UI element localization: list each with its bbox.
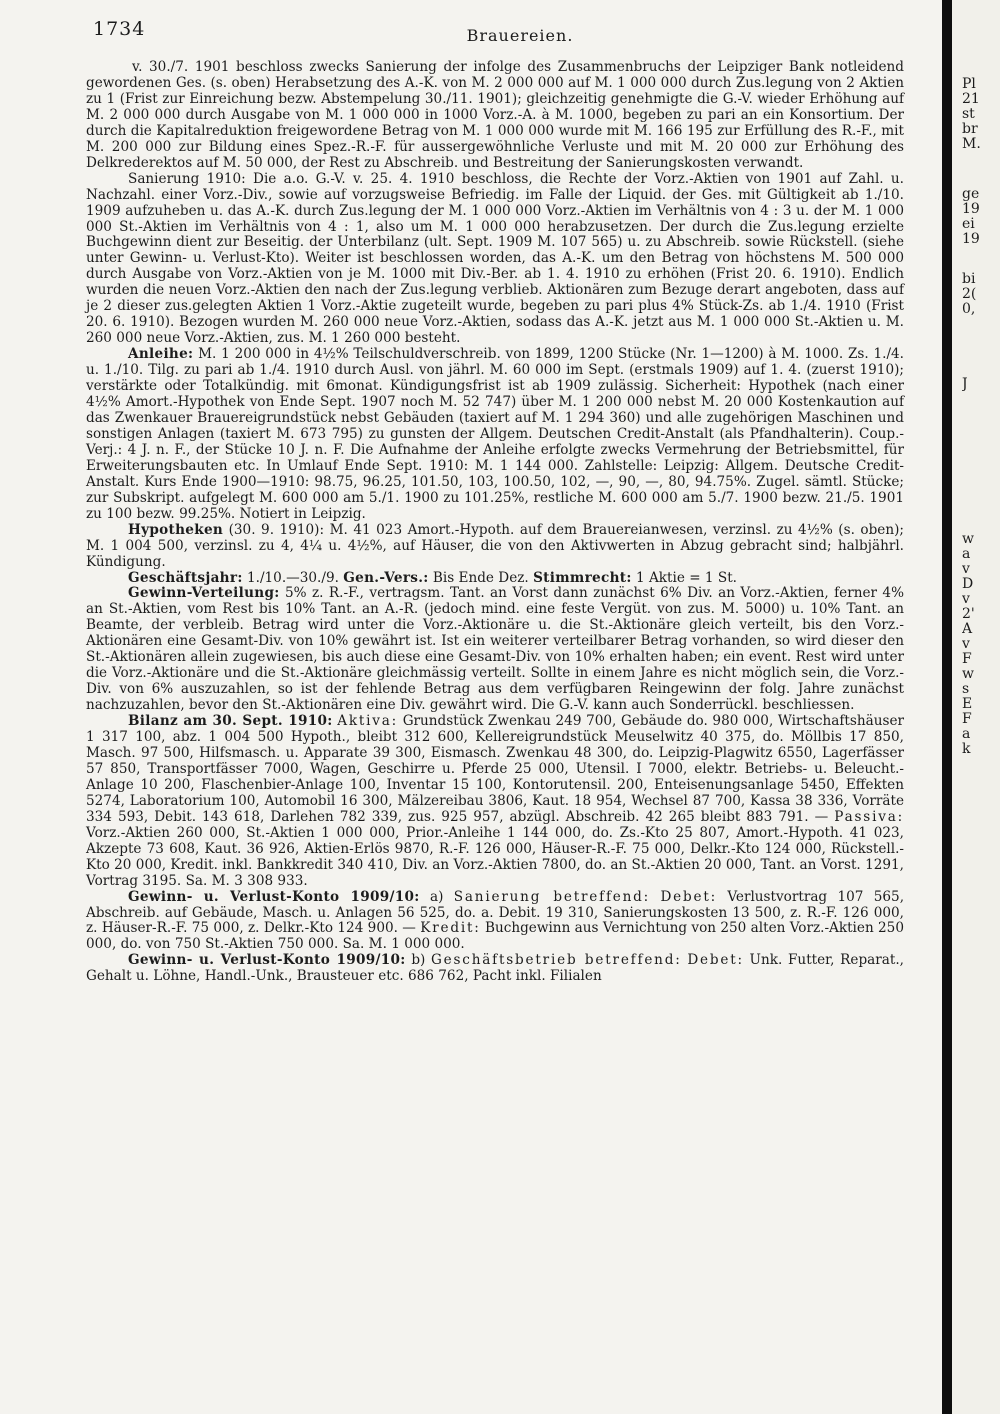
adjacent-page-fragment: w [962,666,974,682]
stimmrecht-text: 1 Aktie = 1 St. [636,569,737,586]
passiva-text: Vorz.-Aktien 260 000, St.-Aktien 1 000 000, Prior.-Anleihe 1 144 000, do. Zs.-Kto 25 807, Amort.-Hypoth. 41 023, Akzepte 73 608, Kaut. 36 926, Aktien-Erlös 9870, R.-F. 126 000, Häuser-R.-F. 75 000, Delkr.-Kto 124 000, Rückstell.-Kto 20 000, Kredit. inkl. Bankkredit 340 410, Div. an Vorz.-Aktien 7800, do. an St.-Aktien 20 000, Tant. an Vorst. 1291, Vortrag 3195. Sa. M. 3 308 933. [86,824,904,889]
adjacent-page-fragment: 19 [962,231,980,247]
adjacent-page-fragment: k [962,741,971,757]
paragraph-anleihe [86,347,904,522]
adjacent-page-fragment: A [962,621,973,637]
genvers-text: Bis Ende Dez. [432,569,529,586]
guv1-kredit-text: Buchgewinn aus Vernichtung von 250 alten Vorz.-Aktien 250 000, do. von 750 St.-Aktien 750 000. Sa. M. 1 000 000. [86,920,904,953]
geschaeftsjahr-text: 1./10.—30./9. [246,569,339,586]
adjacent-page-fragment: 21 [962,91,980,107]
hypotheken-text: (30. 9. 1910): M. 41 023 Amort.-Hypoth. auf dem Brauereianwesen, verzinsl. zu 4½% (s. oben); M. 1 004 500, verzinsl. zu 4, 4¼ u. 4½%, auf Häuser, die von den Aktivwerten in Abzug gebracht sind; halbjährl. Kündigung. [86,521,904,570]
anleihe-text: M. 1 200 000 in 4½% Teilschuldverschreib. von 1899, 1200 Stücke (Nr. 1—1200) à M. 1000. Zs. 1./4. u. 1./10. Tilg. zu pari ab 1./4. 1910 durch Ausl. von jährl. M. 60 000 im Sept. (erstmals 1909) auf 1. 4. (zuerst 1910); verstärkte oder Totalkündig. mit 6monat. Kündigungsfrist ist ab 1909 zulässig. Sicherheit: Hypothek (nach einer 4½% Amort.-Hypothek von Ende Sept. 1907 noch M. 52 747) über M. 1 200 000 nebst M. 20 000 Kostenkaution auf das Zwenkauer Brauereigrundstück nebst Gebäuden (taxiert auf M. 1 294 360) und alle zugehörigen Maschinen und sonstigen Anlagen (taxiert M. 673 795) zu gunsten der Allgem. Deutschen Credit-Anstalt (als Pfandhalterin). Coup.-Verj.: 4 J. n. F., der Stücke 10 J. n. F. Die Aufnahme der Anleihe erfolgte zwecks Vermehrung der Betriebsmittel, für Erweiterungsbauten etc. In Umlauf Ende Sept. 1910: M. 1 144 000. Zahlstelle: Leipzig: Allgem. Deutsche Credit-Anstalt. Kurs Ende 1900—1910: 98.75, 96.25, 101.50, 103, 100.50, 102, —, 90, —, 80, 94.75%. Zugel. sämtl. Stücke; zur Subskript. aufgelegt M. 600 000 am 5./1. 1900 zu 101.25%, restliche M. 600 000 am 5./7. 1900 bezw. 21./5. 1901 zu 100 bezw. 99.25%. Notiert in Leipzig. [86,346,904,522]
guv1-debet-text: Verlustvortrag 107 565, Abschreib. auf Gebäude, Masch. u. Anlagen 56 525, do. a. Debit. 19 310, Sanierungskosten 13 500, z. R.-F. 126 000, z. Häuser-R.-F. 75 000, z. Delkr.-Kto 124 900. — [86,888,905,937]
adjacent-page-fragment: ge [962,186,980,202]
adjacent-page-fragment: a [962,726,971,742]
passiva-label: Passiva: [834,808,904,825]
paragraph-history: v. 30./7. 1901 beschloss zwecks Sanierung der infolge des Zusammenbruchs der Leipziger Bank notleidend gewordenen Ges. (s. oben) Herabsetzung des A.-K. von M. 2 000 000 auf M. 1 000 000 durch Zus.legung von 2 Aktien zu 1 (Frist zur Einreichung bezw. Abstempelung 30./11. 1901); gleichzeitig genehmigte die G.-V. wieder Erhöhung auf M. 2 000 000 durch Ausgabe von M. 1 000 000 in 1000 Vorz.-A. à M. 1000, begeben zu pari an ein Konsortium. Der durch die Kapitalreduktion freigewordene Betrag von M. 1 000 000 wurde mit M. 166 195 zur Erfüllung des R.-F., mit M. 200 000 zur Bildung eines Spez.-R.-F. für aussergewöhnliche Verluste und mit M. 20 000 zur Erhöhung des Delkrederektos auf M. 50 000, der Rest zu Abschreib. und Bestreitung der Sanierungskosten verwandt. [86,59,904,171]
adjacent-page-fragment: 2' [962,606,975,622]
aktiva-text: Grundstück Zwenkau 249 700, Gebäude do. 980 000, Wirtschaftshäuser 1 317 100, abz. 1 004 500 Hypoth., bleibt 312 600, Kellereigrundstück Meuselwitz 40 375, do. Möllbis 17 850, Masch. 97 500, Hilfsmasch. u. Apparate 39 300, Eismasch. Zwenkau 48 300, do. Leipzig-Plagwitz 6550, Lagerfässer 57 850, Transportfässer 7000, Wagen, Geschirre u. Pferde 25 000, Utensil. I 7000, elektr. Betriebs- u. Beleucht.-Anlage 10 200, Flaschenbier-Anlage 100, Inventar 15 100, Kontorutensil. 200, Enteisenungsanlage 5450, Effekten 5274, Laboratorium 100, Automobil 16 300, Mälzereibau 3806, Kaut. 18 954, Wechsel 87 700, Kassa 38 336, Vorräte 334 593, Debit. 143 618, Darlehen 782 339, zus. 925 957, abzügl. Abschreib. 42 265 bleibt 883 791. — [86,713,904,825]
paragraph-hypotheken [86,523,904,571]
adjacent-page-fragment: J [962,376,968,392]
text-column [86,60,904,985]
adjacent-page-fragment: Pl [962,76,976,92]
bilanz-heading: Bilanz am 30. Sept. 1910: [128,713,333,730]
guv1-heading: Gewinn- u. Verlust-Konto 1909/10: [128,888,420,905]
guv1-a: a) [429,888,444,905]
paragraph-guv-betrieb [86,953,904,985]
adjacent-page-fragment: ei [962,216,975,232]
guv1-kredit-label: Kredit: [420,920,481,937]
guv2-betrieb: Geschäftsbetrieb betreffend: [431,952,682,969]
adjacent-page-fragment: a [962,546,971,562]
running-head: Brauereien. [466,26,574,45]
adjacent-page-fragment: 19 [962,201,980,217]
adjacent-page-fragment: 2( [962,286,977,302]
adjacent-page-fragment: F [962,711,972,727]
adjacent-page-fragment: E [962,696,973,712]
paragraph-guv-sanierung [86,890,904,954]
anleihe-heading: Anleihe: [128,346,194,363]
adjacent-page-fragment: s [962,681,970,697]
adjacent-page-fragment: bi [962,271,976,287]
paragraph-sanierung-1910: Sanierung 1910: Die a.o. G.-V. v. 25. 4. 1910 beschloss, die Rechte der Vorz.-Aktien von 1901 auf Zahl. u. Nachzahl. einer Vorz.-Div., sowie auf vorzugsweise Befriedig. im Falle der Liquid. der Ges. mit Gültigkeit ab 1./10. 1909 aufzuheben u. das A.-K. durch Zus.legung der M. 1 000 000 Vorz.-Aktien im Verhältnis von 4 : 3 u. der M. 1 000 000 St.-Aktien im Verhältnis von 4 : 1, also um M. 1 000 000 herabzusetzen. Der durch die Zus.legung erzielte Buchgewinn dient zur Beseitig. der Unterbilanz (ult. Sept. 1909 M. 107 565) u. zu Abschreib. sowie Rückstell. (siehe unter Gewinn- u. Verlust-Kto). Weiter ist beschlossen worden, das A.-K. um den Betrag von höchstens M. 500 000 durch Ausgabe von Vorz.-Aktien von je M. 1000 mit Div.-Ber. ab 1. 4. 1910 zu erhöhen (Frist 20. 6. 1910). Endlich wurden die neuen Vorz.-Aktien den nach der Zus.legung verblieb. Aktionären zum Bezuge derart angeboten, dass auf je 2 dieser zus.gelegten Aktien 1 Vorz.-Aktie zugeteilt wurde, begeben zu pari plus 4% Stück-Zs. ab 1./4. 1910 (Frist 20. 6. 1910). Bezogen wurden M. 260 000 neue Vorz.-Aktien, sodass das A.-K. jetzt aus M. 1 000 000 St.-Aktien u. M. 260 000 neue Vorz.-Aktien, zus. M. 1 260 000 besteht. [86,170,904,347]
adjacent-page-fragment: M. [962,136,981,152]
adjacent-page-fragment: D [962,576,974,592]
page-gutter [942,0,952,1414]
guv2-heading: Gewinn- u. Verlust-Konto 1909/10: [128,952,406,969]
guv1-sanierung: Sanierung betreffend: [453,888,651,905]
aktiva-label: Aktiva: [337,713,399,730]
guv2-b: b) [411,952,426,969]
genvers-heading: Gen.-Vers.: [343,569,429,586]
adjacent-page-fragment: v [962,591,970,607]
paragraph-geschaeftsjahr [86,571,904,587]
guv1-debet-label: Debet: [660,888,717,905]
adjacent-page-fragment: v [962,636,970,652]
gewinn-verteilung-text: 5% z. R.-F., vertragsm. Tant. an Vorst dann zunächst 6% Div. an Vorz.-Aktien, ferner 4% an St.-Aktien, vom Rest bis 10% Tant. an A.-R. (jedoch mind. eine feste Vergüt. von zus. M. 5000) u. 10% Tant. an Beamte, der verbleib. Betrag wird unter die Vorz.-Aktionäre u. die St.-Aktionäre gleich verteilt, bis den Vorz.-Aktionären eine Gesamt-Div. von 10% gewährt ist. Ist ein weiterer verteilbarer Betrag vorhanden, so wird dieser den St.-Aktionären allein zugewiesen, bis auch diese eine Gesamt-Div. von 10% erhalten haben; ein event. Rest wird unter die Vorz.-Aktionäre und die St.-Aktionäre gleichmässig verteilt. Sollte in einem Jahre es nicht möglich sein, die Vorz.-Div. von 6% auszuzahlen, so ist der fehlende Betrag aus dem verfügbaren Reingewinn der folg. Jahre zunächst nachzuzahlen, bevor den St.-Aktionären eine Div. gewährt wird. Die G.-V. kann auch Sonderrückl. beschliessen. [86,585,904,714]
adjacent-page-fragment: br [962,121,978,137]
adjacent-page-fragments [962,76,998,761]
page-number: 1734 [93,18,146,40]
adjacent-page-fragment: F [962,651,972,667]
gewinn-verteilung-heading: Gewinn-Verteilung: [128,585,280,602]
adjacent-page-fragment: v [962,561,970,577]
adjacent-page-fragment: st [962,106,975,122]
hypotheken-heading: Hypotheken [128,521,224,538]
paragraph-bilanz [86,714,904,889]
geschaeftsjahr-heading: Geschäftsjahr: [128,569,243,586]
adjacent-page-fragment: w [962,531,974,547]
paragraph-gewinn-verteilung [86,586,904,714]
guv2-debet-text: Unk. Futter, Reparat., Gehalt u. Löhne, Handl.-Unk., Brausteuer etc. 686 762, Pacht inkl. Filialen [86,952,904,985]
guv2-debet-label: Debet: [687,952,744,969]
stimmrecht-heading: Stimmrecht: [533,569,632,586]
adjacent-page-fragment: 0, [962,301,976,317]
